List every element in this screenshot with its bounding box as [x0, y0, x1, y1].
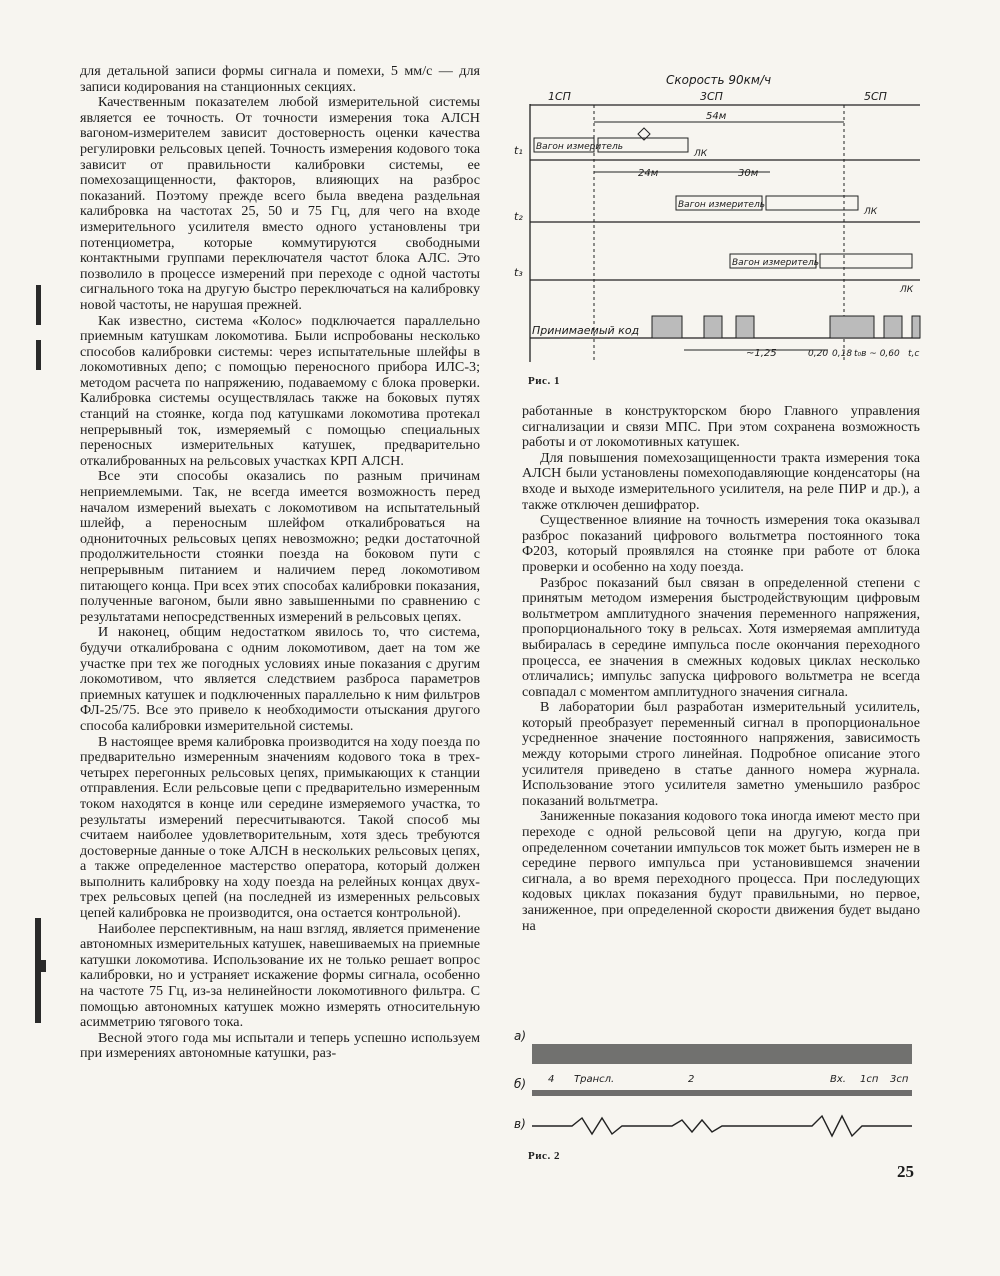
fig1-caption: Рис. 1	[528, 375, 560, 387]
paragraph: В лаборатории был разработан измерительный усилитель, который преобразует переменный сигнал в пропорциональное усредненное значение постоянного напряжения, зависимость между которыми строго линейная. Подробное описание этого усилителя приведено в статье данного номера журнала. Использование этого усилителя заметно уменьшило разброс показаний вольтметра.	[522, 699, 920, 809]
fig2-label-2: 2	[688, 1074, 695, 1085]
left-column	[80, 64, 480, 1062]
fig2-row-a: а)	[514, 1029, 527, 1043]
fig2-row-b: б)	[514, 1077, 527, 1091]
fig1-wagon-label-3: Вагон измеритель	[732, 258, 820, 268]
fig2-label-vx: Вх.	[830, 1074, 846, 1085]
paragraph: Все эти способы оказались по разным причинам неприемлемыми. Так, не всегда имеется возможность перед началом измерений выехать с локомотивом на испытательный шлейф, а переносным шлейфом откалиброваться на однониточных рельсовых цепях невозможно; редки достаточной продолжительности стоянки поезда на боковом пути с непрерывным питанием и наличием перед локомотивом питающего конца. При всех этих способах калибровки показания, полученные вагоном, были явно завышенными по сравнению с результатами непосредственных измерений в рельсовых цепях.	[80, 468, 480, 625]
fig1-lk-1: ЛК	[694, 149, 708, 159]
fig1-section-5: 5СП	[864, 90, 887, 103]
fig1-speed: Скорость 90км/ч	[666, 73, 772, 87]
fig1-section-3: 3СП	[700, 90, 723, 103]
fig1-t1: t₁	[514, 144, 523, 157]
fig2-label-4: 4	[548, 1074, 555, 1085]
figure-2	[512, 1028, 922, 1146]
fig1-dim-54: 54м	[706, 111, 727, 122]
paragraph: работанные в конструкторском бюро Главного управления сигнализации и связи МПС. При этом сохранена возможность работы и от локомотивных катушек.	[522, 403, 920, 451]
fig1-t2: t₂	[514, 210, 523, 223]
fig2-label-1sp: 1сп	[860, 1074, 879, 1085]
page-number: 25	[897, 1162, 914, 1181]
right-column	[522, 404, 920, 934]
fig1-lk-3: ЛК	[900, 285, 914, 295]
fig1-code-label: Принимаемый код	[532, 324, 640, 337]
fig1-timing-4: t₀в ~ 0,60	[854, 349, 900, 359]
fig2-label-3sp: 3сп	[890, 1074, 909, 1085]
fig1-section-1: 1СП	[548, 90, 571, 103]
paragraph: Разброс показаний был связан в определенной степени с принятым методом измерения быстродействующим цифровым вольтметром амплитудного значения переменного напряжения, пропорционального току в рельсах. Хотя измеряемая амплитуда выбиралась в середине импульса после окончания переходного процесса, ее значения в смежных кодовых циклах несколько отличались; импульс запуска цифрового вольтметра не всегда совпадал с моментом амплитудного значения сигнала.	[522, 574, 920, 700]
fig1-t3: t₃	[514, 266, 523, 279]
fig1-timing-5: t,c	[908, 349, 920, 359]
paragraph: Качественным показателем любой измерительной системы является ее точность. От точности измерения тока АЛСН вагоном-измерителем зависит достоверность оценки качества регулировки рельсовых цепей. Точность измерения кодового тока зависит от правильности калибровки системы, ее помехозащищенности, факторов, влияющих на разброс показаний. Поэтому прежде всего была введена раздельная калибровка на частотах 25, 50 и 75 Гц, для чего на входе измерительного усилителя вместо одного установлены три потенциометра, которые коммутируются свободными контактными группами переключателя частот блока АЛС. Это позволило в процессе измерений при переходе с одной частоты сигнального тока на другую быстро переключаться на калибровку новой частоты, не нарушая прежней.	[80, 94, 480, 313]
fig1-wagon-label-2: Вагон измеритель	[678, 200, 766, 210]
paragraph: Весной этого года мы испытали и теперь успешно используем при измерениях автономные катушки, раз-	[80, 1029, 480, 1062]
paragraph: Как известно, система «Колос» подключается параллельно приемным катушкам локомотива. Были испробованы несколько способов калибровки системы: через испытательные шлейфы в локомотивных депо; с помощью переносного прибора ИЛС-3; методом расчета по напряжению, подаваемому с блока проверки. Калибровка системы осуществлялась также на боковых путях станций на стоянке, когда под катушками локомотива протекал непрерывный ток, измеряемый с помощью специальных переносных измерительных катушек, предварительно откалиброванных на рельсовых участках КРП АЛСН.	[80, 312, 480, 469]
fig1-dim-30: 30м	[738, 168, 759, 179]
paragraph: для детальной записи формы сигнала и помехи, 5 мм/с — для записи кодирования на станционных секциях.	[80, 63, 480, 95]
fig1-timing-3: 0,18	[832, 349, 853, 359]
paragraph: В настоящее время калибровка производится на ходу поезда по предварительно измеренным значениям кодового тока в трех-четырех перегонных рельсовых цепях, примыкающих к станции отправления. Если рельсовые цепи с предварительно измеренным током находятся в конце или середине измеряемого участка, то результаты измерений пересчитываются. Такой способ мы считаем наиболее удовлетворительным, хотя здесь требуются достоверные данные о токе АЛСН в нескольких рельсовых цепях, а также определенное мастерство оператора, который должен выполнить калибровку на ходу поезда на релейных концах двух-трех рельсовых цепей (на последней из измеренных рельсовых цепей калибровка не производится, она остается контрольной).	[80, 733, 480, 922]
fig2-label-transl: Трансл.	[574, 1074, 615, 1085]
figure-1	[508, 72, 928, 392]
fig1-timing-1: ~1,25	[746, 348, 777, 359]
binding-marks	[28, 0, 58, 1272]
fig1-lk-2: ЛК	[864, 207, 878, 217]
fig2-caption: Рис. 2	[528, 1150, 560, 1162]
paragraph: Заниженные показания кодового тока иногда имеют место при переходе с одной рельсовой цепи на другую, когда при определенном сочетании импульсов ток может быть измерен не в середине первого импульса при установившемся значении сигнала, а во время переходного процесса. При последующих кодовых циклах показания будут правильными, но первое, заниженное, при определенной скорости движения будет выдано на	[522, 808, 920, 934]
paragraph: Наиболее перспективным, на наш взгляд, является применение автономных измерительных катушек, навешиваемых на приемные катушки локомотива. Использование их не только решает вопрос калибровки, но и устраняет искажение формы сигнала, особенно на частоте 75 Гц, из-за нелинейности локомотивного фильтра. С помощью автономных катушек можно измерять относительную асимметрию тягового тока.	[80, 920, 480, 1031]
paragraph: Для повышения помехозащищенности тракта измерения тока АЛСН были установлены помехоподавляющие конденсаторы (на входе и выходе измерительного усилителя, на реле ПИР и др.), а также отключен дешифратор.	[522, 449, 920, 513]
fig2-row-c: в)	[514, 1117, 526, 1131]
fig1-wagon-label-1: Вагон измеритель	[536, 142, 624, 152]
paragraph: И наконец, общим недостатком явилось то, что система, будучи откалибрована с одним локомотивом, дает на том же участке при тех же погодных условиях иные показания с другим локомотивом, что является следствием разброса параметров приемных катушек и подключенных параллельно к ним фильтров ФЛ-25/75. Все это привело к необходимости отыскания другого способа калибровки измерительной системы.	[80, 624, 480, 734]
paragraph: Существенное влияние на точность измерения тока оказывал разброс показаний цифрового вольтметра постоянного тока Ф203, который проявлялся на стоянке при работе от блока проверки и особенно на ходу поезда.	[522, 512, 920, 575]
fig1-timing-2: 0,20	[808, 349, 829, 359]
fig1-dim-24: 24м	[638, 168, 659, 179]
